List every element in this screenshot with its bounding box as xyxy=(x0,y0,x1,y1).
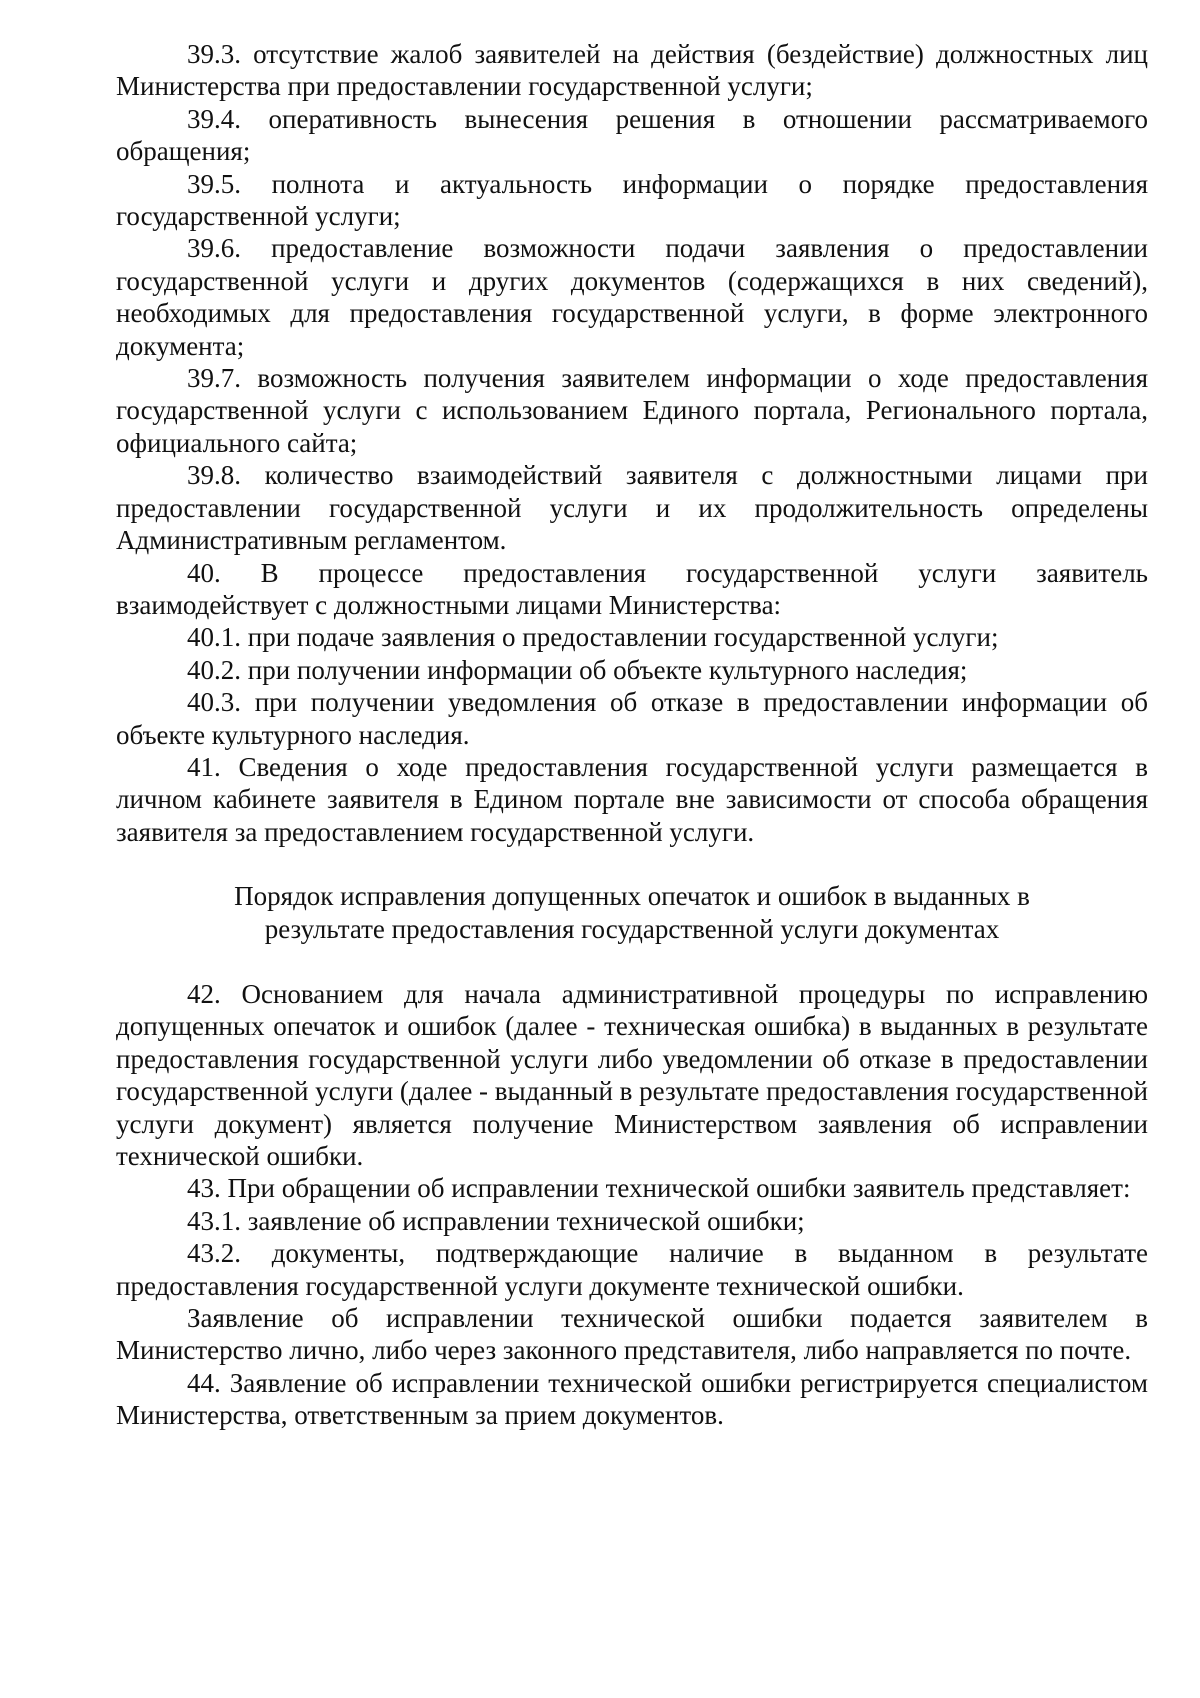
document-page xyxy=(116,38,1148,1432)
paragraph-39-4: 39.4. оперативность вынесения решения в отношении рассматриваемого обращения; xyxy=(116,103,1148,167)
paragraph-39-6: 39.6. предоставление возможности подачи заявления о предоставлении государственной услуги и других документов (содержащихся в них сведений), необходимых для предоставления государственной услуги, в форме электронного документа; xyxy=(116,233,1148,361)
paragraph-40-2: 40.2. при получении информации об объекте культурного наследия; xyxy=(187,654,968,685)
paragraph-39-8: 39.8. количество взаимодействий заявителя с должностными лицами при предоставлении государственной услуги и их продолжительность определены Административным регламентом. xyxy=(116,460,1148,556)
paragraph-43-2: 43.2. документы, подтверждающие наличие в выданном в результате предоставления государственной услуги документе технической ошибки. xyxy=(116,1238,1148,1301)
paragraph-43: 43. При обращении об исправлении технической ошибки заявитель представляет: xyxy=(187,1173,1131,1204)
paragraph-39-3: 39.3. отсутствие жалоб заявителей на действия (бездействие) должностных лиц Министерства при предоставлении государственной услуги; xyxy=(116,39,1148,102)
paragraph-41: 41. Сведения о ходе предоставления государственной услуги размещается в личном кабинете заявителя в Едином портале вне зависимости от способа обращения заявителя за предоставлением государственной услуги. xyxy=(116,751,1148,847)
paragraph-40-1: 40.1. при подаче заявления о предоставлении государственной услуги; xyxy=(187,622,999,653)
paragraph-40: 40. В процессе предоставления государственной услуги заявитель взаимодействует с должностными лицами Министерства: xyxy=(116,557,1148,620)
paragraph-43-1: 43.1. заявление об исправлении технической ошибки; xyxy=(187,1205,805,1236)
paragraph-44: 44. Заявление об исправлении технической ошибки регистрируется специалистом Министерства, ответственным за прием документов. xyxy=(116,1367,1148,1431)
paragraph-39-7: 39.7. возможность получения заявителем информации о ходе предоставления государственной услуги с использованием Единого портала, Регионального портала, официального сайта; xyxy=(116,363,1148,458)
spacer xyxy=(116,945,1148,978)
section-heading: Порядок исправления допущенных опечаток и ошибок в выданных в результате предоставления государственной услуги документах xyxy=(234,881,1030,944)
paragraph-application-submission: Заявление об исправлении технической ошибки подается заявителем в Министерство лично, либо через законного представителя, либо направляется по почте. xyxy=(116,1303,1148,1366)
spacer xyxy=(116,848,1148,880)
paragraph-39-5: 39.5. полнота и актуальность информации о порядке предоставления государственной услуги; xyxy=(116,168,1148,232)
paragraph-42: 42. Основанием для начала административной процедуры по исправлению допущенных опечаток и ошибок (далее - техническая ошибка) в выданных в результате предоставления государственной услуги либо уведомлении об отказе в предоставлении государственной услуги (далее - выданный в результате предоставления государственной услуги документ) является получение Министерством заявления об исправлении технической ошибки. xyxy=(116,978,1148,1171)
paragraph-40-3: 40.3. при получении уведомления об отказе в предоставлении информации об объекте культурного наследия. xyxy=(116,687,1148,750)
